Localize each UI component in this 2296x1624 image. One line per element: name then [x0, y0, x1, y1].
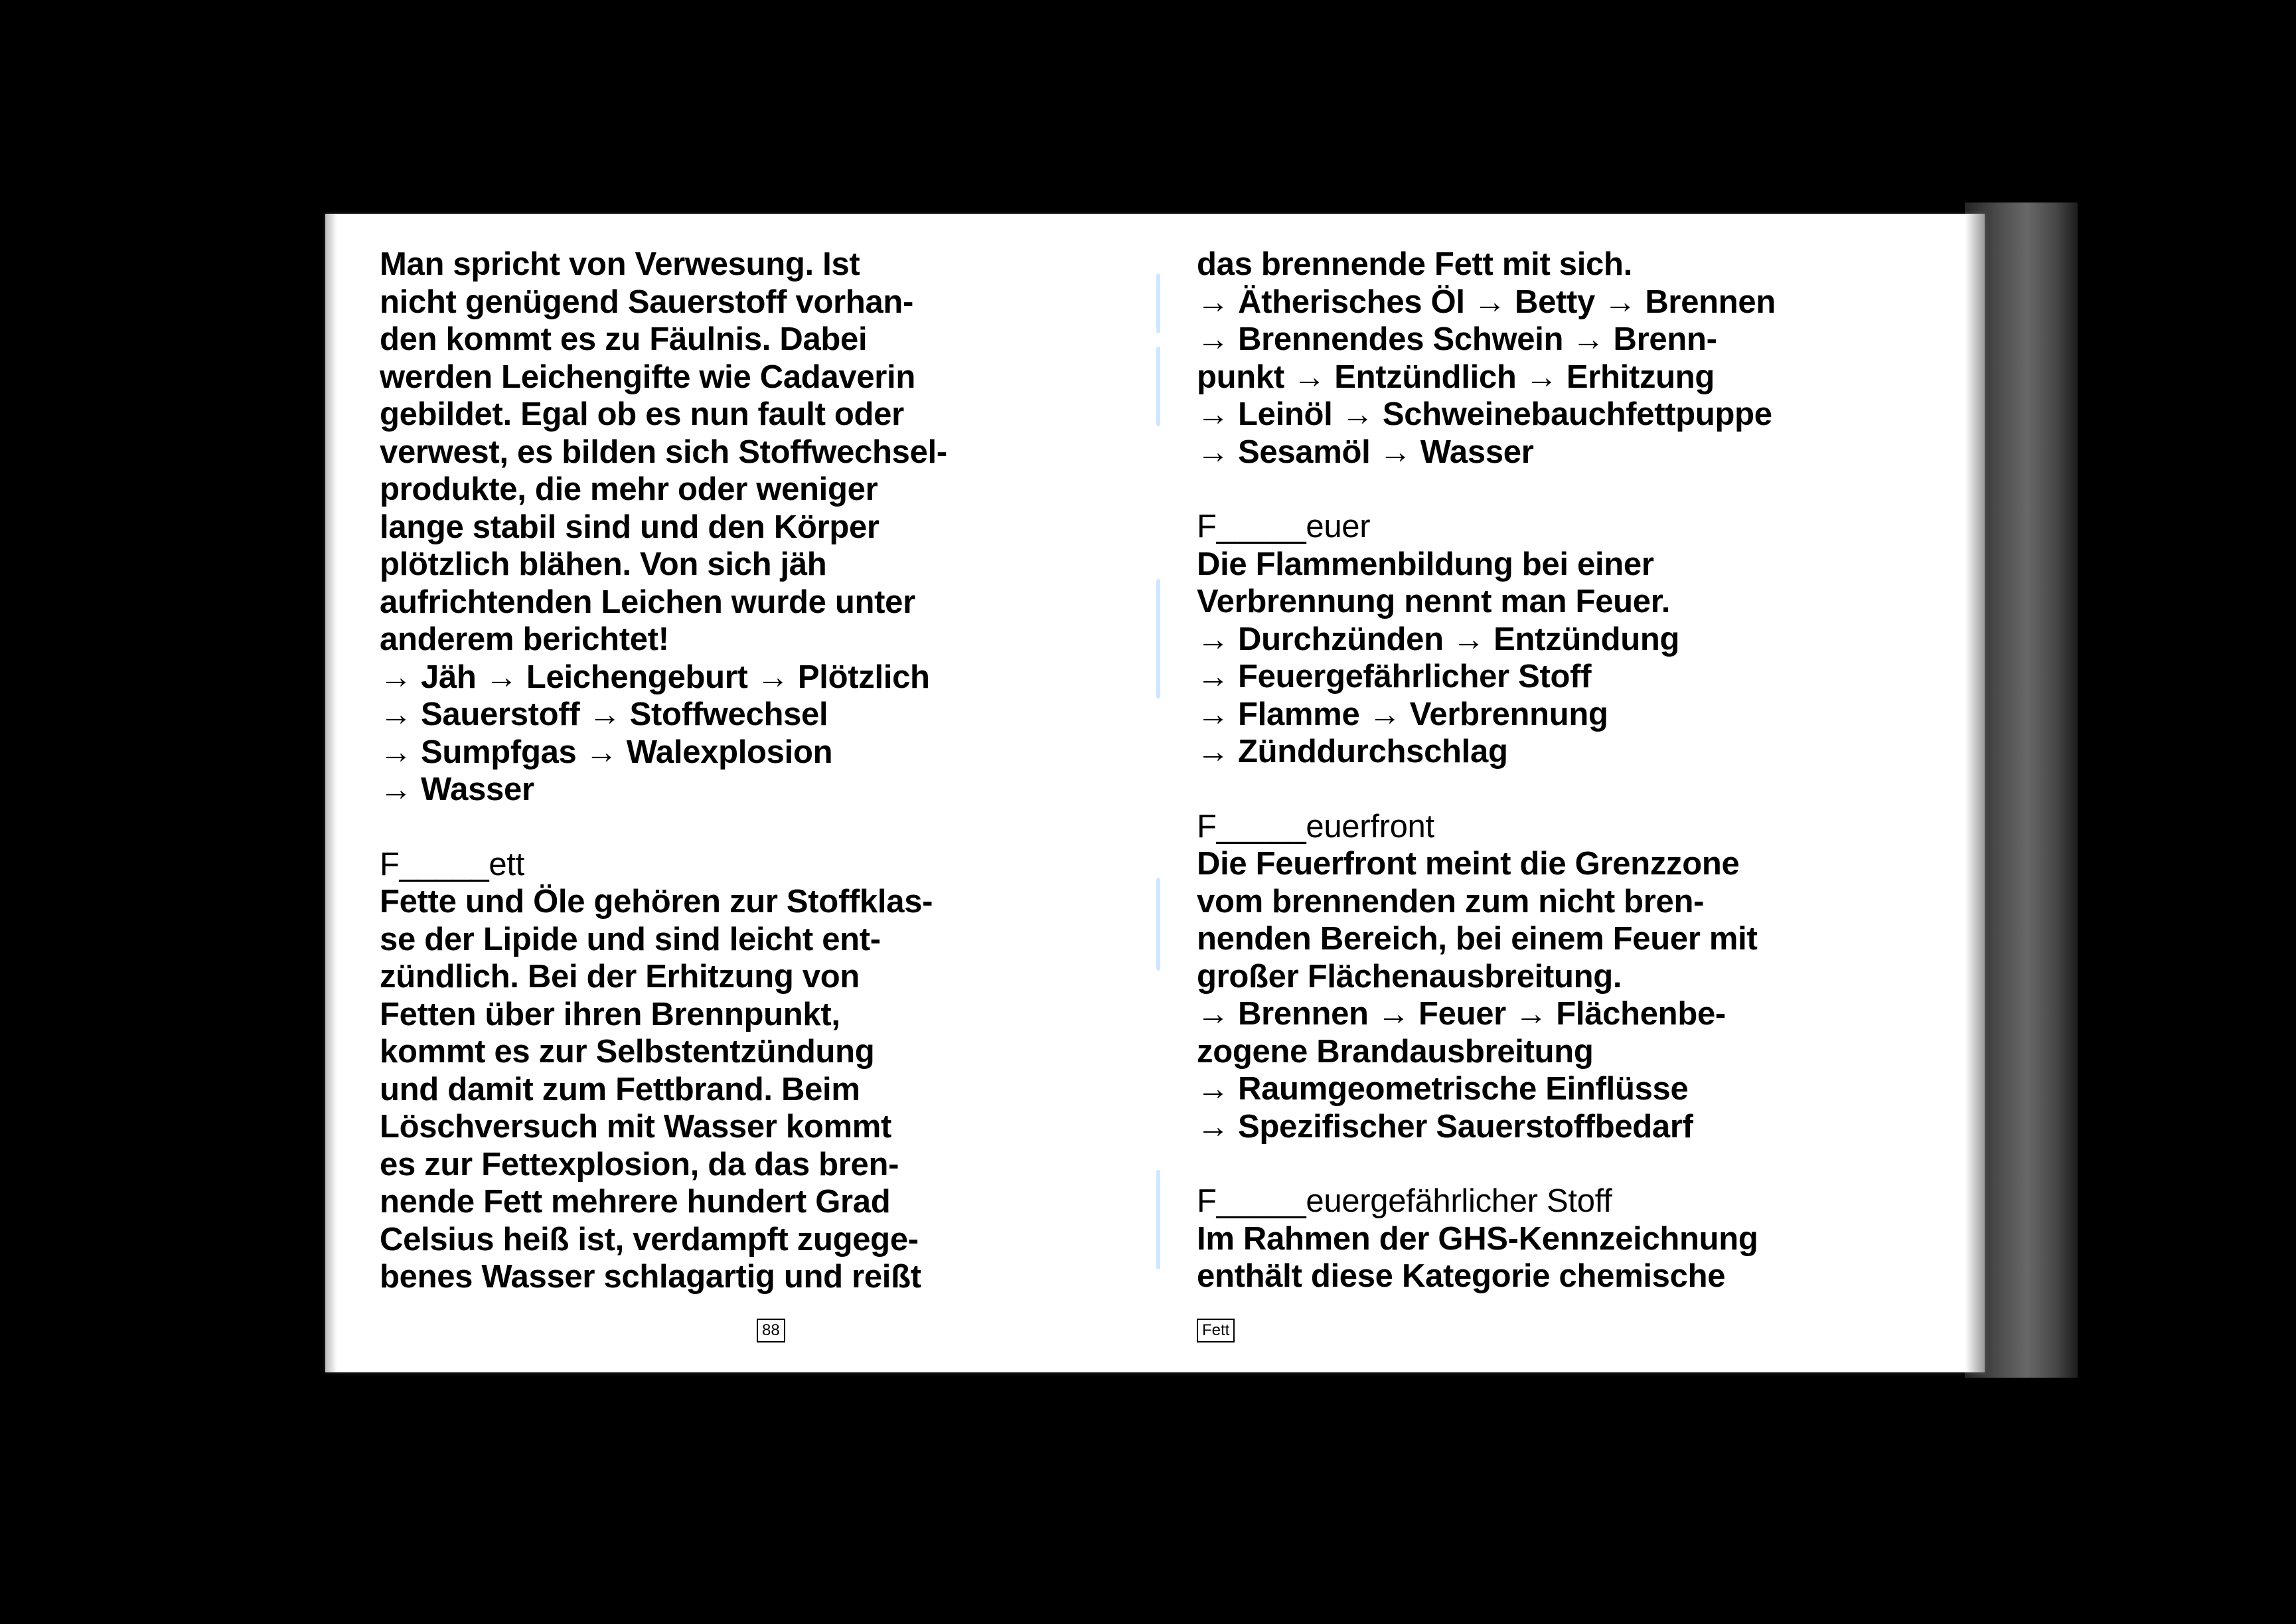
- body-line: benes Wasser schlagartig und reißt: [380, 1259, 921, 1295]
- body-line: aufrichtenden Leichen wurde unter: [380, 584, 915, 620]
- gutter-mark: [1156, 1170, 1160, 1269]
- entry-heading-fett: F_____ett: [380, 846, 524, 882]
- cross-reference-line: → Sumpfgas → Walexplosion: [380, 734, 833, 770]
- body-line: Verbrennung nennt man Feuer.: [1197, 584, 1671, 619]
- body-line: zündlich. Bei der Erhitzung von: [380, 959, 860, 995]
- cross-reference-line: → Zünddurchschlag: [1197, 734, 1508, 770]
- body-line: kommt es zur Selbstentzündung: [380, 1034, 875, 1070]
- entry-heading-feuer: F_____euer: [1197, 509, 1371, 544]
- body-line: Die Flammenbildung bei einer: [1197, 546, 1654, 582]
- right-page: [1197, 246, 1807, 1295]
- body-line: Fetten über ihren Brennpunkt,: [380, 996, 840, 1032]
- body-line: nende Fett mehrere hundert Grad: [380, 1184, 891, 1220]
- body-line: Im Rahmen der GHS-Kennzeichnung: [1197, 1220, 1758, 1257]
- cross-reference-line: → Durchzünden → Entzündung: [1197, 621, 1680, 657]
- body-line: nicht genügend Sauerstoff vorhan-: [380, 284, 914, 320]
- cross-reference-line: zogene Brandausbreitung: [1197, 1033, 1594, 1070]
- page-number: 88: [757, 1319, 785, 1342]
- body-line: und damit zum Fettbrand. Beim: [380, 1071, 860, 1107]
- body-line: gebildet. Egal ob es nun fault oder: [380, 396, 904, 432]
- left-page: [380, 246, 990, 1296]
- body-line: Man spricht von Verwesung. Ist: [380, 246, 860, 282]
- body-line: den kommt es zu Fäulnis. Dabei: [380, 321, 868, 357]
- body-line: Celsius heiß ist, verdampft zugege-: [380, 1221, 919, 1258]
- running-head-box: Fett: [1197, 1319, 1235, 1342]
- gutter-mark: [1156, 579, 1160, 698]
- gutter-mark: [1156, 274, 1160, 333]
- cross-reference-line: → Jäh → Leichengeburt → Plötzlich: [380, 659, 930, 695]
- cross-reference-line: → Raumgeometrische Einflüsse: [1197, 1071, 1689, 1107]
- body-line: nenden Bereich, bei einem Feuer mit: [1197, 921, 1758, 957]
- body-line: es zur Fettexplosion, da das bren-: [380, 1146, 899, 1182]
- cross-reference-line: → Spezifischer Sauerstoffbedarf: [1197, 1108, 1693, 1145]
- cross-reference-line: → Wasser: [380, 771, 534, 807]
- body-line: Fette und Öle gehören zur Stoffklas-: [380, 884, 933, 920]
- body-line: lange stabil sind und den Körper: [380, 509, 880, 545]
- body-line: werden Leichengifte wie Cadaverin: [380, 359, 915, 395]
- body-line: Löschversuch mit Wasser kommt: [380, 1109, 892, 1145]
- body-line: vom brennenden zum nicht bren-: [1197, 883, 1705, 920]
- gutter-mark: [1156, 878, 1160, 971]
- cross-reference-line: → Feuergefährlicher Stoff: [1197, 659, 1592, 694]
- entry-heading-feuergefaehrlicher-stoff: F_____euergefährlicher Stoff: [1197, 1183, 1612, 1219]
- gutter-mark: [1156, 347, 1160, 426]
- book-spread: [325, 214, 1985, 1372]
- body-line: anderem berichtet!: [380, 621, 669, 657]
- body-line: se der Lipide und sind leicht ent-: [380, 921, 881, 957]
- body-line: plötzlich blähen. Von sich jäh: [380, 546, 827, 582]
- body-line: großer Flächenausbreitung.: [1197, 958, 1622, 995]
- body-line: verwest, es bilden sich Stoffwechsel-: [380, 434, 947, 470]
- body-line: enthält diese Kategorie chemische: [1197, 1258, 1726, 1294]
- cross-reference-line: → Brennen → Feuer → Flächenbe-: [1197, 996, 1726, 1032]
- cross-reference-line: → Ätherisches Öl → Betty → Brennen: [1197, 284, 1776, 320]
- body-line: das brennende Fett mit sich.: [1197, 246, 1632, 282]
- cross-reference-line: → Sauerstoff → Stoffwechsel: [380, 696, 828, 732]
- entry-heading-feuerfront: F_____euerfront: [1197, 808, 1434, 845]
- cross-reference-line: → Sesamöl → Wasser: [1197, 434, 1534, 470]
- cross-reference-line: → Leinöl → Schweinebauchfettpuppe: [1197, 396, 1772, 432]
- cross-reference-line: punkt → Entzündlich → Erhitzung: [1197, 359, 1715, 395]
- body-line: Die Feuerfront meint die Grenzzone: [1197, 846, 1740, 882]
- cross-reference-line: → Brennendes Schwein → Brenn-: [1197, 321, 1717, 357]
- cross-reference-line: → Flamme → Verbrennung: [1197, 696, 1608, 732]
- body-line: produkte, die mehr oder weniger: [380, 471, 878, 507]
